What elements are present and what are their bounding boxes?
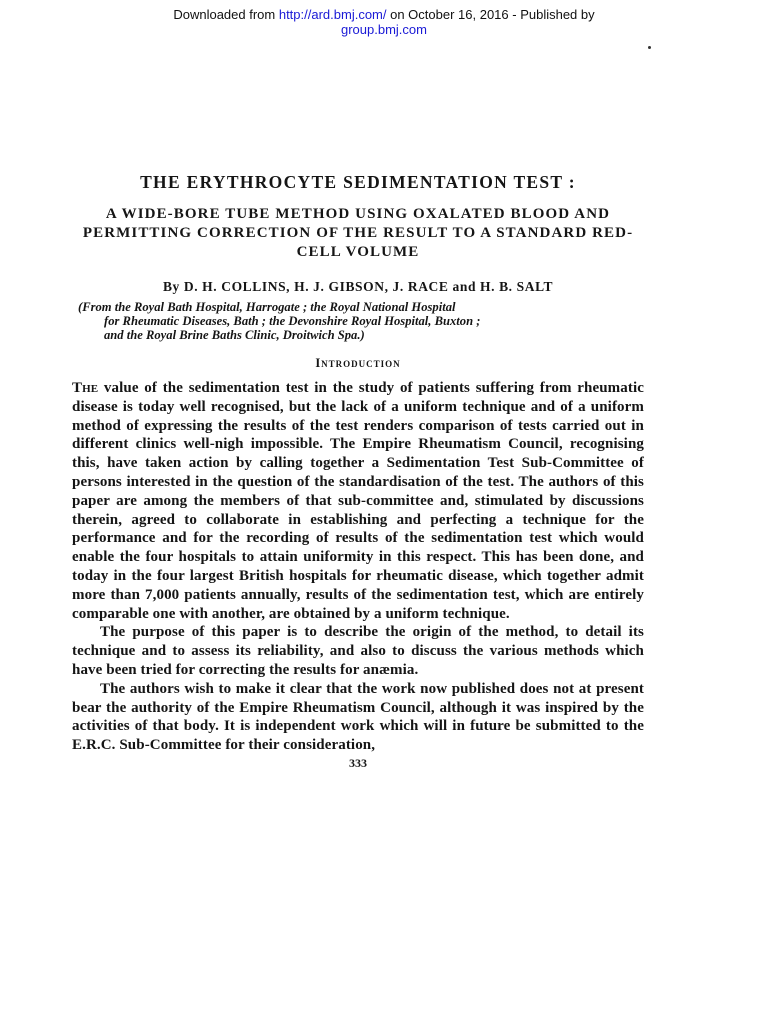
paragraph-1-lead: The — [72, 380, 99, 396]
scan-speck — [648, 46, 651, 49]
source-link[interactable]: http://ard.bmj.com/ — [278, 7, 387, 22]
affiliation-line-3: and the Royal Brine Baths Clinic, Droitwich Spa.) — [104, 328, 365, 342]
section-heading: Introduction — [315, 356, 401, 370]
download-banner — [0, 7, 768, 37]
paragraph-2: The purpose of this paper is to describe the origin of the method, to detail its technique and to assess its reliability, and also to discuss the various methods which have been tried for correcting the results for anæmia. — [72, 624, 644, 678]
author-byline: By D. H. COLLINS, H. J. GIBSON, J. RACE and H. B. SALT — [162, 279, 554, 294]
paragraph-1 — [72, 379, 644, 623]
affiliations — [72, 300, 644, 342]
banner-line-1 — [0, 7, 768, 22]
paragraph-1-body: value of the sedimentation test in the study of patients suffering from rheumatic disease is today well recognised, but the lack of a uniform technique and of a uniform method of expressing the results of the test renders comparison of tests carried out in different clinics well-nigh impossible. The Empire Rheumatism Council, recognising this, have taken action by calling together a Sedimentation Test Sub-Committee of persons interested in the question of the standardisation of the test. The authors of this paper are among the members of that sub-committee and, stimulated by discussions therein, agreed to collaborate in establishing and perfecting a technique for the performance and for the recording of results of the sedimentation test which would enable the four hospitals to attain uniformity in this respect. This has been done, and today in the four largest British hospitals for rheumatic disease, which together admit more than 7,000 patients annually, results of the sedimentation test, which are entirely comparable one with another, are obtained by a uniform technique. — [72, 380, 644, 622]
article-subtitle: A WIDE-BORE TUBE METHOD USING OXALATED BLOOD AND PERMITTING CORRECTION OF THE RESULT TO A STANDARD RED-CELL VOLUME — [82, 206, 634, 260]
banner-prefix: Downloaded from — [173, 7, 279, 22]
publisher-link[interactable]: group.bmj.com — [341, 22, 427, 37]
affiliation-line-2: for Rheumatic Diseases, Bath ; the Devonshire Royal Hospital, Buxton ; — [104, 314, 481, 328]
banner-suffix: on October 16, 2016 - Published by — [386, 7, 595, 22]
page-number: 333 — [349, 755, 367, 770]
affiliation-line-1: (From the Royal Bath Hospital, Harrogate ; the Royal National Hospital — [78, 300, 456, 314]
article-title: THE ERYTHROCYTE SEDIMENTATION TEST : — [140, 172, 576, 192]
paragraph-3: The authors wish to make it clear that the work now published does not at present bear the authority of the Empire Rheumatism Council, although it was inspired by the activities of that body. It is independent work which will in future be submitted to the E.R.C. Sub-Committee for their consideration, — [72, 680, 644, 754]
article-page — [72, 172, 644, 770]
